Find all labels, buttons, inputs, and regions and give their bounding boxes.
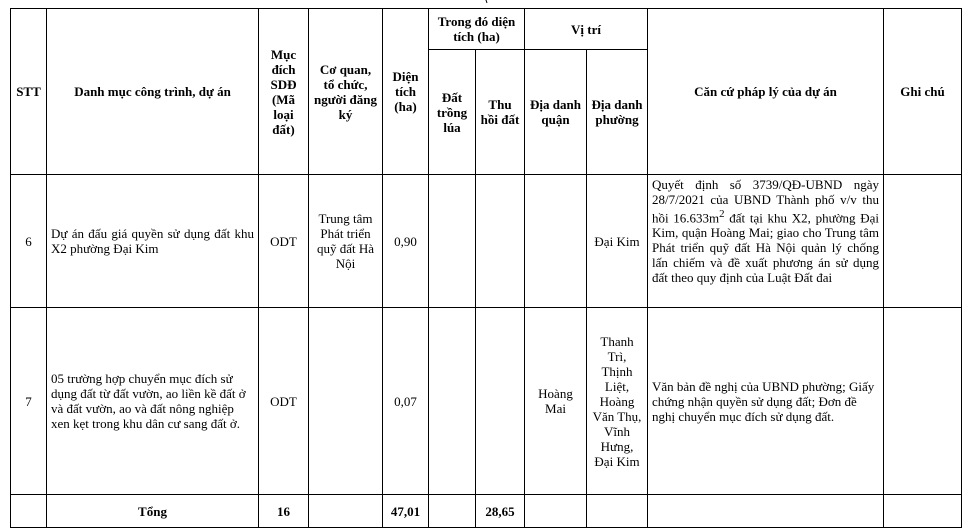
total-rice-land-empty <box>429 495 476 528</box>
row-agency: Trung tâm Phát triển quỹ đất Hà Nội <box>309 175 383 308</box>
total-purpose-count: 16 <box>259 495 309 528</box>
header-category: Danh mục công trình, dự án <box>47 9 259 175</box>
header-purpose: Mục đích SDĐ (Mã loại đất) <box>259 9 309 175</box>
total-stt-empty <box>11 495 47 528</box>
row-notes <box>884 308 962 495</box>
total-notes-empty <box>884 495 962 528</box>
table-row <box>11 175 962 308</box>
row-ward: Thanh Trì, Thịnh Liệt, Hoàng Văn Thụ, Vĩnh Hưng, Đại Kim <box>587 308 648 495</box>
row-agency <box>309 308 383 495</box>
row-ward: Đại Kim <box>587 175 648 308</box>
header-recovered-land: Thu hồi đất <box>476 50 525 175</box>
land-use-plan-table <box>10 8 962 528</box>
header-district: Địa danh quận <box>525 50 587 175</box>
header-notes: Ghi chú <box>884 9 962 175</box>
legal-basis-text-cont: đất tại khu X2, phường Đại Kim, quận Hoàng Mai; giao cho Trung tâm Phát triển quỹ đất Hà Nội quản lý chống lấn chiếm và đề xuất phương án sử dụng đất theo quy định của Luật Đất đai <box>652 210 879 286</box>
row-area: 0,07 <box>383 308 429 495</box>
row-stt: 7 <box>11 308 47 495</box>
total-area: 47,01 <box>383 495 429 528</box>
header-stt: STT <box>11 9 47 175</box>
total-ward-empty <box>587 495 648 528</box>
legal-basis-text: Quyết định số 3739/QĐ-UBND ngày 28/7/2021 của UBND Thành phố v/v thu hồi 16.633m <box>652 177 879 226</box>
row-purpose: ODT <box>259 175 309 308</box>
row-purpose: ODT <box>259 308 309 495</box>
header-of-which: Trong đó diện tích (ha) <box>429 9 525 50</box>
total-district-empty <box>525 495 587 528</box>
table-row <box>11 308 962 495</box>
row-legal-basis: Văn bản đề nghị của UBND phường; Giấy chứng nhận quyền sử dụng đất; Đơn đề nghị chuyển mục đích sử dụng đất. <box>648 308 884 495</box>
total-row <box>11 495 962 528</box>
total-agency-empty <box>309 495 383 528</box>
header-rice-land: Đất trồng lúa <box>429 50 476 175</box>
header-ward: Địa danh phường <box>587 50 648 175</box>
total-recovered-land: 28,65 <box>476 495 525 528</box>
row-area: 0,90 <box>383 175 429 308</box>
row-recovered-land <box>476 308 525 495</box>
row-rice-land <box>429 308 476 495</box>
row-recovered-land <box>476 175 525 308</box>
legal-basis-superscript: 2 <box>719 208 725 220</box>
row-district <box>525 175 587 308</box>
header-location: Vị trí <box>525 9 648 50</box>
header-area: Diện tích (ha) <box>383 9 429 175</box>
row-district: Hoàng Mai <box>525 308 587 495</box>
row-notes <box>884 175 962 308</box>
header-legal-basis: Căn cứ pháp lý của dự án <box>648 9 884 175</box>
row-rice-land <box>429 175 476 308</box>
header-row-1 <box>11 9 962 50</box>
row-legal-basis <box>648 175 884 308</box>
page-top-mark <box>483 0 489 4</box>
row-stt: 6 <box>11 175 47 308</box>
total-label: Tổng <box>47 495 259 528</box>
header-agency: Cơ quan, tổ chức, người đăng ký <box>309 9 383 175</box>
row-category: Dự án đấu giá quyền sử dụng đất khu X2 phường Đại Kim <box>47 175 259 308</box>
row-category: 05 trường hợp chuyển mục đích sử dụng đất từ đất vườn, ao liền kề đất ở và đất vườn, ao và đất nông nghiệp xen kẹt trong khu dân cư sang đất ở. <box>47 308 259 495</box>
total-legal-basis-empty <box>648 495 884 528</box>
